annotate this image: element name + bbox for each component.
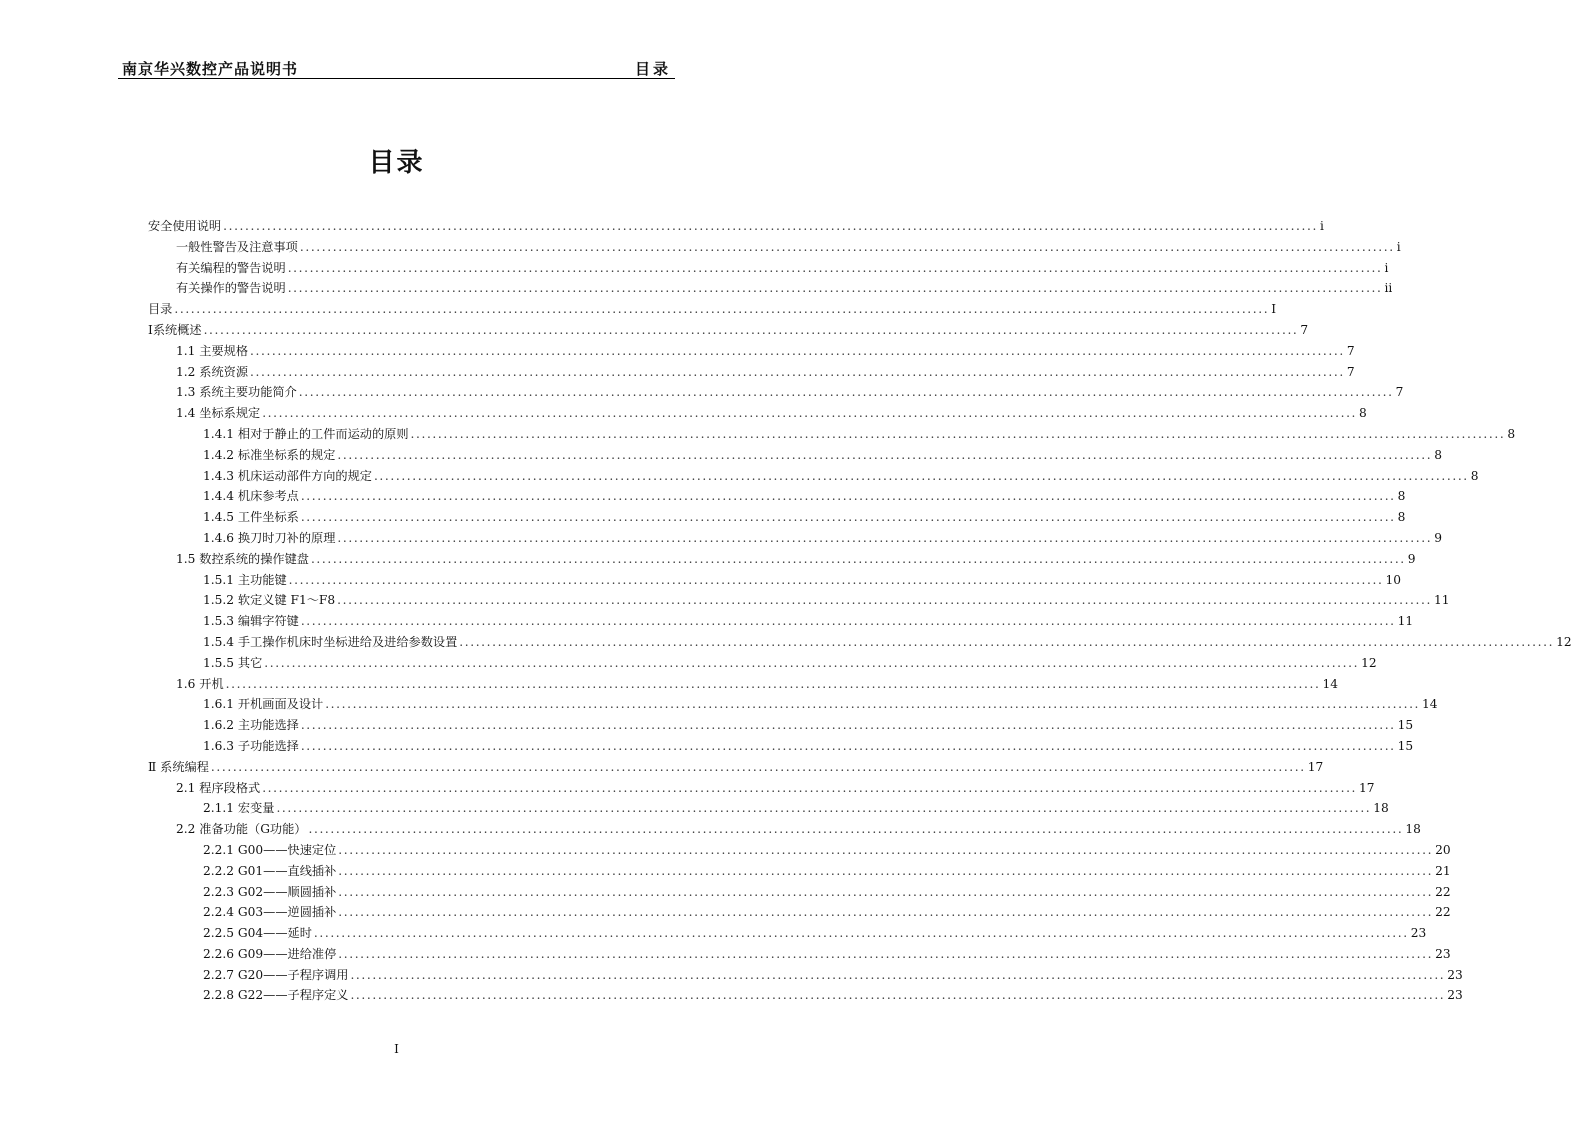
toc-entry[interactable] — [148, 883, 1451, 904]
toc-entry-label: 1.2 系统资源 — [176, 364, 249, 379]
toc-entry-label: 2.1 程序段格式 — [176, 780, 261, 795]
toc-entry-page: i — [1384, 260, 1389, 275]
toc-entry-page: 14 — [1322, 676, 1338, 691]
toc-dot-leader: ........................................................................................................................................................................................................ — [276, 801, 1372, 816]
toc-entry-label: 2.1.1 宏变量 — [203, 801, 275, 816]
toc-entry-page: 22 — [1435, 905, 1451, 920]
toc-entry-label: 安全使用说明 — [148, 219, 222, 233]
toc-entry[interactable] — [148, 508, 1406, 529]
toc-entry-page: 22 — [1435, 884, 1451, 899]
toc-entry[interactable] — [148, 841, 1451, 862]
toc-entry-label: 1.6.2 主功能选择 — [203, 718, 299, 733]
toc-entry[interactable] — [148, 799, 1389, 820]
toc-dot-leader: ........................................................................................................................................................................................................ — [337, 530, 1433, 545]
toc-entry-label: 1.6.3 子功能选择 — [203, 738, 299, 753]
toc-entry-page: ii — [1384, 281, 1393, 296]
toc-entry[interactable] — [148, 779, 1375, 800]
toc-entry-label: 2.2.7 G20——子程序调用 — [203, 967, 349, 982]
toc-entry-label: 2.2.8 G22——子程序定义 — [203, 988, 349, 1003]
toc-entry[interactable] — [148, 591, 1450, 612]
toc-entry-label: 目录 — [148, 302, 173, 317]
header-section-title: 目录 — [634, 60, 671, 78]
toc-entry-page: 15 — [1397, 738, 1414, 753]
toc-dot-leader: ........................................................................................................................................................................................................ — [264, 655, 1360, 670]
toc-entry-label: 1.5.3 编辑字符键 — [203, 614, 299, 629]
toc-entry-page: 9 — [1407, 551, 1416, 566]
toc-entry-page: i — [1319, 219, 1324, 233]
toc-dot-leader: ........................................................................................................................................................................................................ — [300, 614, 1396, 629]
toc-dot-leader: ........................................................................................................................................................................................................ — [250, 343, 1345, 358]
toc-entry-label: 1.4.6 换刀时刀补的原理 — [203, 530, 336, 545]
toc-entry[interactable] — [148, 321, 1309, 342]
toc-dot-leader: ........................................................................................................................................................................................................ — [338, 842, 1434, 857]
toc-entry-page: 23 — [1435, 946, 1451, 961]
toc-entry-page: 7 — [1300, 322, 1309, 337]
toc-entry[interactable] — [148, 924, 1427, 945]
table-of-contents — [148, 217, 1572, 1007]
toc-entry[interactable] — [148, 986, 1463, 1007]
toc-dot-leader: ........................................................................................................................................................................................................ — [223, 219, 1318, 233]
toc-entry[interactable] — [148, 217, 1324, 238]
toc-entry-label: 1.1 主要规格 — [176, 343, 249, 358]
toc-dot-leader: ........................................................................................................................................................................................................ — [338, 946, 1434, 961]
toc-entry[interactable] — [148, 550, 1416, 571]
toc-entry-page: 11 — [1397, 614, 1414, 629]
toc-entry-page: 8 — [1434, 447, 1442, 462]
toc-entry-label: 1.5.5 其它 — [203, 655, 263, 670]
toc-dot-leader: ........................................................................................................................................................................................................ — [459, 634, 1555, 649]
toc-entry[interactable] — [148, 487, 1406, 508]
toc-dot-leader: ........................................................................................................................................................................................................ — [299, 239, 1395, 254]
toc-entry-label: 2.2.1 G00——快速定位 — [203, 842, 337, 857]
toc-dot-leader: ........................................................................................................................................................................................................ — [308, 822, 1404, 837]
toc-entry-label: 1.6.1 开机画面及设计 — [203, 697, 324, 712]
toc-entry-page: 11 — [1433, 593, 1450, 608]
toc-dot-leader: ........................................................................................................................................................................................................ — [337, 447, 1433, 462]
toc-entry-page: 18 — [1405, 822, 1421, 837]
toc-entry-page: 23 — [1410, 926, 1427, 941]
toc-entry[interactable] — [148, 633, 1572, 654]
toc-dot-leader: ........................................................................................................................................................................................................ — [210, 759, 1306, 774]
toc-entry-label: 1.4 坐标系规定 — [176, 406, 261, 421]
toc-entry-label: 2.2.6 G09——进给准停 — [203, 946, 337, 961]
toc-entry-label: 1.5.4 手工操作机床时坐标进给及进给参数设置 — [203, 634, 458, 649]
toc-dot-leader: ........................................................................................................................................................................................................ — [410, 426, 1506, 441]
toc-entry[interactable] — [148, 363, 1355, 384]
toc-entry-page: 12 — [1556, 634, 1572, 649]
toc-entry-page: 17 — [1359, 780, 1375, 795]
toc-entry[interactable] — [148, 966, 1463, 987]
toc-entry[interactable] — [148, 467, 1479, 488]
toc-entry-label: 1.4.1 相对于静止的工件而运动的原则 — [203, 426, 409, 441]
toc-dot-leader: ........................................................................................................................................................................................................ — [313, 926, 1409, 941]
toc-dot-leader: ........................................................................................................................................................................................................ — [300, 738, 1396, 753]
page-title: 目录 — [368, 148, 425, 178]
toc-entry-label: 一般性警告及注意事项 — [176, 239, 298, 254]
toc-entry[interactable] — [148, 425, 1516, 446]
toc-dot-leader: ........................................................................................................................................................................................................ — [338, 863, 1434, 878]
toc-entry-page: 7 — [1346, 343, 1355, 358]
toc-dot-leader: ........................................................................................................................................................................................................ — [250, 364, 1345, 379]
toc-entry[interactable] — [148, 654, 1377, 675]
toc-entry[interactable] — [148, 945, 1451, 966]
toc-entry-page: 12 — [1361, 655, 1377, 670]
toc-entry[interactable] — [148, 446, 1442, 467]
toc-dot-leader: ........................................................................................................................................................................................................ — [338, 884, 1434, 899]
toc-entry-label: 1.4.4 机床参考点 — [203, 489, 299, 504]
toc-dot-leader: ........................................................................................................................................................................................................ — [325, 697, 1421, 712]
toc-entry-page: I — [1271, 302, 1277, 317]
toc-dot-leader: ........................................................................................................................................................................................................ — [350, 967, 1446, 982]
toc-entry-page: 7 — [1346, 364, 1355, 379]
toc-entry-page: 21 — [1435, 863, 1451, 878]
toc-dot-leader: ........................................................................................................................................................................................................ — [262, 780, 1358, 795]
toc-entry-page: 8 — [1397, 489, 1406, 504]
toc-dot-leader: ........................................................................................................................................................................................................ — [350, 988, 1446, 1003]
toc-entry[interactable] — [148, 300, 1277, 321]
toc-dot-leader: ........................................................................................................................................................................................................ — [287, 281, 1383, 296]
toc-entry[interactable] — [148, 279, 1393, 300]
toc-entry-label: 1.4.3 机床运动部件方向的规定 — [203, 468, 372, 483]
toc-entry-page: 17 — [1307, 759, 1324, 774]
toc-dot-leader: ........................................................................................................................................................................................................ — [174, 302, 1270, 317]
toc-entry-page: 14 — [1422, 697, 1438, 712]
toc-entry-label: 1.4.2 标准坐标系的规定 — [203, 447, 336, 462]
toc-dot-leader: ........................................................................................................................................................................................................ — [300, 510, 1396, 525]
toc-dot-leader: ........................................................................................................................................................................................................ — [203, 322, 1299, 337]
toc-entry-page: 9 — [1434, 530, 1442, 545]
toc-entry-label: 有关操作的警告说明 — [176, 281, 286, 296]
toc-entry-page: 7 — [1395, 385, 1404, 400]
toc-entry[interactable] — [148, 903, 1451, 924]
toc-entry-label: 1.4.5 工件坐标系 — [203, 510, 299, 525]
toc-entry-label: 1.5 数控系统的操作键盘 — [176, 551, 309, 566]
toc-dot-leader: ........................................................................................................................................................................................................ — [310, 551, 1406, 566]
toc-entry-page: 18 — [1373, 801, 1389, 816]
toc-entry[interactable] — [148, 259, 1389, 280]
toc-dot-leader: ........................................................................................................................................................................................................ — [300, 718, 1396, 733]
toc-entry-page: 8 — [1470, 468, 1479, 483]
toc-entry-page: 8 — [1397, 510, 1406, 525]
toc-entry[interactable] — [148, 820, 1421, 841]
toc-dot-leader: ........................................................................................................................................................................................................ — [225, 676, 1321, 691]
toc-entry[interactable] — [148, 862, 1451, 883]
toc-dot-leader: ........................................................................................................................................................................................................ — [262, 406, 1358, 421]
toc-dot-leader: ........................................................................................................................................................................................................ — [300, 489, 1396, 504]
toc-entry-page: i — [1396, 239, 1401, 254]
toc-entry-label: 1.6 开机 — [176, 676, 224, 691]
toc-entry-label: 2.2.2 G01——直线插补 — [203, 863, 337, 878]
header-manual-title: 南京华兴数控产品说明书 — [122, 60, 299, 78]
page-number: I — [394, 1042, 399, 1056]
toc-entry-label: 2.2 准备功能（G功能） — [176, 822, 307, 837]
toc-entry[interactable] — [148, 737, 1414, 758]
toc-entry-label: 2.2.4 G03——逆圆插补 — [203, 905, 337, 920]
toc-entry-page: 23 — [1447, 967, 1463, 982]
toc-entry[interactable] — [148, 529, 1442, 550]
toc-entry[interactable] — [148, 342, 1355, 363]
toc-entry[interactable] — [148, 758, 1324, 779]
toc-entry[interactable] — [148, 571, 1401, 592]
toc-dot-leader: ........................................................................................................................................................................................................ — [298, 385, 1394, 400]
toc-entry[interactable] — [148, 716, 1414, 737]
toc-entry[interactable] — [148, 695, 1438, 716]
toc-entry-label: 2.2.5 G04——延时 — [203, 926, 312, 941]
toc-entry-page: 20 — [1435, 842, 1451, 857]
toc-entry-label: 1.5.2 软定义键 F1～F8 — [203, 593, 336, 608]
toc-entry-page: 15 — [1397, 718, 1414, 733]
toc-entry-label: 有关编程的警告说明 — [176, 260, 286, 275]
toc-dot-leader: ........................................................................................................................................................................................................ — [337, 593, 1432, 608]
toc-entry[interactable] — [148, 612, 1414, 633]
toc-entry-page: 8 — [1507, 426, 1516, 441]
toc-entry-label: 1.3 系统主要功能简介 — [176, 385, 297, 400]
toc-entry-page: 8 — [1359, 406, 1367, 421]
page-header — [118, 54, 675, 79]
toc-entry[interactable] — [148, 238, 1401, 259]
toc-entry-label: Ⅱ 系统编程 — [148, 759, 209, 774]
toc-dot-leader: ........................................................................................................................................................................................................ — [288, 572, 1384, 587]
toc-entry-page: 23 — [1447, 988, 1463, 1003]
toc-dot-leader: ........................................................................................................................................................................................................ — [373, 468, 1469, 483]
toc-entry-label: Ⅰ系统概述 — [148, 322, 202, 337]
toc-dot-leader: ........................................................................................................................................................................................................ — [287, 260, 1383, 275]
toc-entry-label: 1.5.1 主功能键 — [203, 572, 287, 587]
toc-entry[interactable] — [148, 404, 1367, 425]
toc-entry-label: 2.2.3 G02——顺圆插补 — [203, 884, 337, 899]
toc-entry[interactable] — [148, 675, 1338, 696]
toc-dot-leader: ........................................................................................................................................................................................................ — [338, 905, 1434, 920]
toc-entry-page: 10 — [1385, 572, 1401, 587]
toc-entry[interactable] — [148, 383, 1404, 404]
